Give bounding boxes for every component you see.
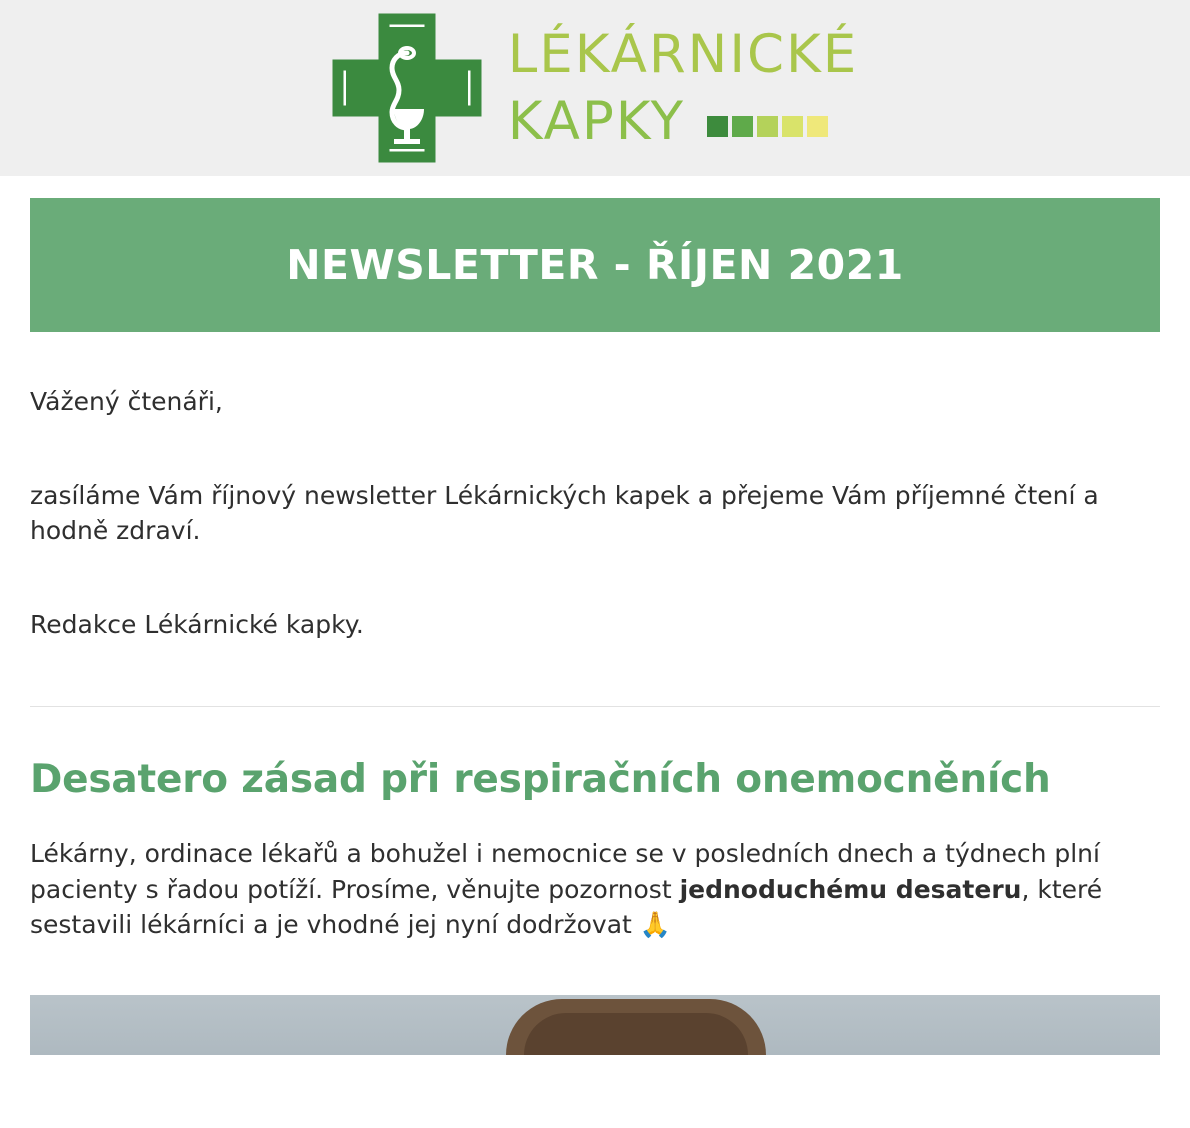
brand-line1: LÉKÁRNICKÉ [507,24,859,85]
article-photo [30,995,1160,1055]
swatch-4 [782,116,803,137]
newsletter-title-bar [30,198,1160,332]
article-text-part2: , které sestavili lékárníci a je vhodné jej nyní dodržovat [30,874,1103,939]
logo[interactable] [332,13,858,163]
header-logo-band [0,0,1190,176]
brand-text [507,24,859,152]
swatch-1 [707,116,728,137]
signature-text: Redakce Lékárnické kapky. [30,609,364,639]
greeting-text: Vážený čtenáři, [30,387,223,416]
color-swatches [707,116,828,137]
section-divider [30,706,1160,707]
newsletter-content [0,384,1190,943]
article-text-part1: Lékárny, ordinace lékařů a bohužel i nemocnice se v posledních dnech a týdnech plní pacienty s řadou potíží. Prosíme, věnujte pozornost [30,839,1100,904]
swatch-5 [807,116,828,137]
article-paragraph [30,836,1160,943]
article-heading: Desatero zásad při respiračních onemocněních [30,757,1051,802]
swatch-3 [757,116,778,137]
intro-paragraph: zasíláme Vám říjnový newsletter Lékárnických kapek a přejeme Vám příjemné čtení a hodně zdraví. [30,480,1099,545]
swatch-2 [732,116,753,137]
praying-hands-icon: 🙏 [639,910,671,939]
article-bold-phrase: jednoduchému desateru [679,874,1022,904]
pharmacy-cross-icon [332,13,482,163]
brand-line2: KAPKY [507,91,686,152]
article-photo-person [506,999,766,1055]
page-title: NEWSLETTER - ŘÍJEN 2021 [286,241,904,289]
